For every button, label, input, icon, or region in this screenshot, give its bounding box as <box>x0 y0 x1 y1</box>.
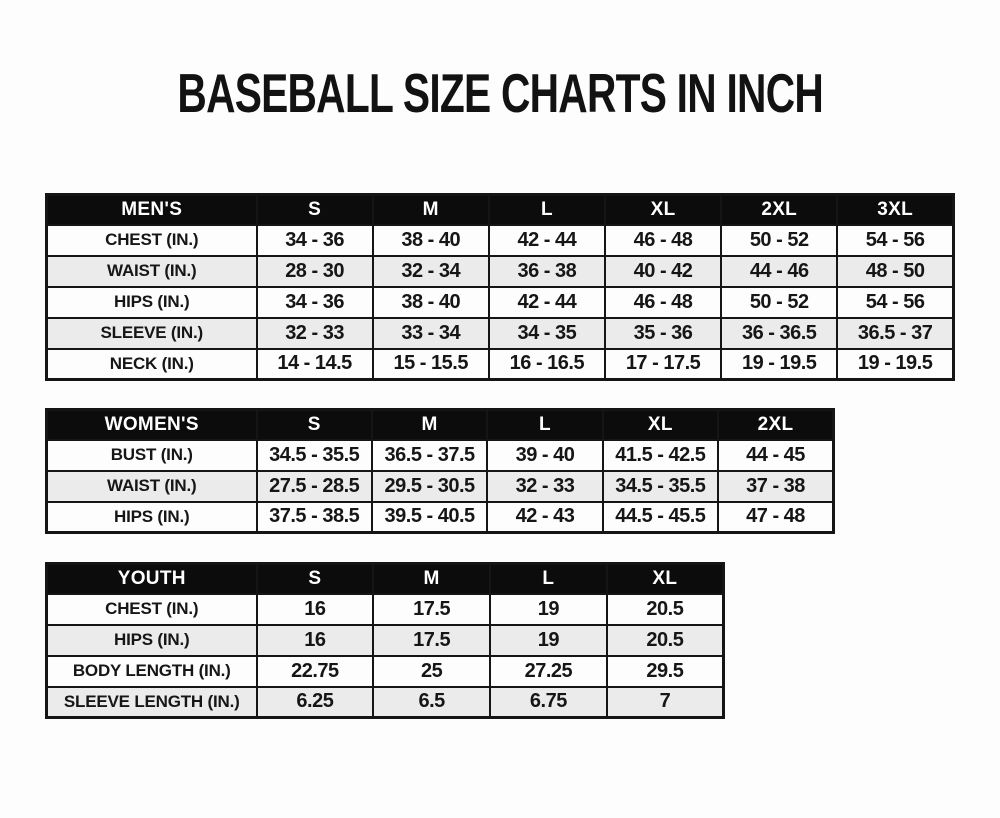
size-cell: 41.5 - 42.5 <box>603 440 718 471</box>
womens-size-table <box>45 408 1000 534</box>
size-cell: 28 - 30 <box>257 256 373 287</box>
size-cell: 40 - 42 <box>605 256 721 287</box>
size-cell: 32 - 34 <box>373 256 489 287</box>
mens-table <box>45 193 955 381</box>
size-cell: 44 - 46 <box>721 256 837 287</box>
size-cell: 44 - 45 <box>718 440 833 471</box>
mens-size-header-3xl: 3XL <box>837 195 953 225</box>
size-cell: 44.5 - 45.5 <box>603 502 718 533</box>
table-row <box>47 440 834 471</box>
size-cell: 34 - 35 <box>489 318 605 349</box>
size-cell: 16 - 16.5 <box>489 349 605 380</box>
size-cell: 6.25 <box>257 687 374 718</box>
size-cell: 33 - 34 <box>373 318 489 349</box>
mens-size-header-l: L <box>489 195 605 225</box>
size-cell: 27.25 <box>490 656 607 687</box>
table-row <box>47 594 724 625</box>
page-title-text: BASEBALL SIZE CHARTS IN INCH <box>177 62 823 124</box>
size-cell: 15 - 15.5 <box>373 349 489 380</box>
size-cell: 22.75 <box>257 656 374 687</box>
size-cell: 35 - 36 <box>605 318 721 349</box>
womens-size-header-xl: XL <box>603 410 718 440</box>
womens-size-header-2xl: 2XL <box>718 410 833 440</box>
size-cell: 37.5 - 38.5 <box>257 502 372 533</box>
row-label: BODY LENGTH (IN.) <box>47 656 257 687</box>
size-cell: 36.5 - 37.5 <box>372 440 487 471</box>
size-cell: 7 <box>607 687 724 718</box>
mens-group-header: MEN'S <box>47 195 257 225</box>
youth-group-header: YOUTH <box>47 564 257 594</box>
mens-header-row <box>47 195 954 225</box>
size-cell: 36 - 38 <box>489 256 605 287</box>
youth-size-header-s: S <box>257 564 374 594</box>
size-cell: 27.5 - 28.5 <box>257 471 372 502</box>
row-label: HIPS (IN.) <box>47 625 257 656</box>
womens-size-header-m: M <box>372 410 487 440</box>
row-label: WAIST (IN.) <box>47 471 257 502</box>
size-cell: 17.5 <box>373 594 490 625</box>
size-chart-page <box>0 62 1000 818</box>
table-row <box>47 471 834 502</box>
size-cell: 32 - 33 <box>257 318 373 349</box>
womens-table <box>45 408 835 534</box>
youth-size-header-m: M <box>373 564 490 594</box>
size-cell: 34 - 36 <box>257 225 373 256</box>
size-cell: 29.5 <box>607 656 724 687</box>
table-row <box>47 225 954 256</box>
row-label: SLEEVE LENGTH (IN.) <box>47 687 257 718</box>
size-cell: 19 - 19.5 <box>837 349 953 380</box>
size-cell: 19 - 19.5 <box>721 349 837 380</box>
size-cell: 48 - 50 <box>837 256 953 287</box>
size-cell: 29.5 - 30.5 <box>372 471 487 502</box>
table-row <box>47 318 954 349</box>
womens-size-header-l: L <box>487 410 602 440</box>
size-cell: 32 - 33 <box>487 471 602 502</box>
size-cell: 16 <box>257 594 374 625</box>
size-cell: 6.75 <box>490 687 607 718</box>
row-label: HIPS (IN.) <box>47 287 257 318</box>
row-label: WAIST (IN.) <box>47 256 257 287</box>
size-cell: 16 <box>257 625 374 656</box>
womens-header-row <box>47 410 834 440</box>
size-cell: 47 - 48 <box>718 502 833 533</box>
mens-size-header-s: S <box>257 195 373 225</box>
table-row <box>47 287 954 318</box>
youth-size-table <box>45 562 1000 719</box>
size-cell: 42 - 44 <box>489 287 605 318</box>
row-label: HIPS (IN.) <box>47 502 257 533</box>
size-cell: 46 - 48 <box>605 225 721 256</box>
size-cell: 37 - 38 <box>718 471 833 502</box>
size-cell: 34.5 - 35.5 <box>603 471 718 502</box>
size-cell: 50 - 52 <box>721 287 837 318</box>
size-cell: 34 - 36 <box>257 287 373 318</box>
size-cell: 19 <box>490 594 607 625</box>
womens-group-header: WOMEN'S <box>47 410 257 440</box>
size-cell: 6.5 <box>373 687 490 718</box>
size-cell: 38 - 40 <box>373 225 489 256</box>
size-cell: 17 - 17.5 <box>605 349 721 380</box>
page-title <box>0 62 1000 124</box>
table-row <box>47 502 834 533</box>
size-cell: 36.5 - 37 <box>837 318 953 349</box>
youth-table <box>45 562 725 719</box>
size-cell: 46 - 48 <box>605 287 721 318</box>
size-cell: 19 <box>490 625 607 656</box>
row-label: CHEST (IN.) <box>47 594 257 625</box>
mens-size-header-xl: XL <box>605 195 721 225</box>
table-row <box>47 625 724 656</box>
table-row <box>47 687 724 718</box>
womens-size-header-s: S <box>257 410 372 440</box>
size-cell: 25 <box>373 656 490 687</box>
size-cell: 39 - 40 <box>487 440 602 471</box>
size-cell: 42 - 44 <box>489 225 605 256</box>
size-cell: 36 - 36.5 <box>721 318 837 349</box>
row-label: NECK (IN.) <box>47 349 257 380</box>
size-cell: 14 - 14.5 <box>257 349 373 380</box>
mens-size-header-2xl: 2XL <box>721 195 837 225</box>
size-cell: 38 - 40 <box>373 287 489 318</box>
size-cell: 54 - 56 <box>837 225 953 256</box>
row-label: BUST (IN.) <box>47 440 257 471</box>
size-cell: 20.5 <box>607 625 724 656</box>
youth-header-row <box>47 564 724 594</box>
size-cell: 34.5 - 35.5 <box>257 440 372 471</box>
youth-size-header-xl: XL <box>607 564 724 594</box>
size-cell: 20.5 <box>607 594 724 625</box>
mens-size-table <box>45 193 1000 381</box>
size-cell: 54 - 56 <box>837 287 953 318</box>
table-row <box>47 656 724 687</box>
row-label: SLEEVE (IN.) <box>47 318 257 349</box>
table-row <box>47 256 954 287</box>
size-cell: 39.5 - 40.5 <box>372 502 487 533</box>
row-label: CHEST (IN.) <box>47 225 257 256</box>
table-row <box>47 349 954 380</box>
size-cell: 42 - 43 <box>487 502 602 533</box>
mens-size-header-m: M <box>373 195 489 225</box>
size-cell: 50 - 52 <box>721 225 837 256</box>
youth-size-header-l: L <box>490 564 607 594</box>
size-cell: 17.5 <box>373 625 490 656</box>
